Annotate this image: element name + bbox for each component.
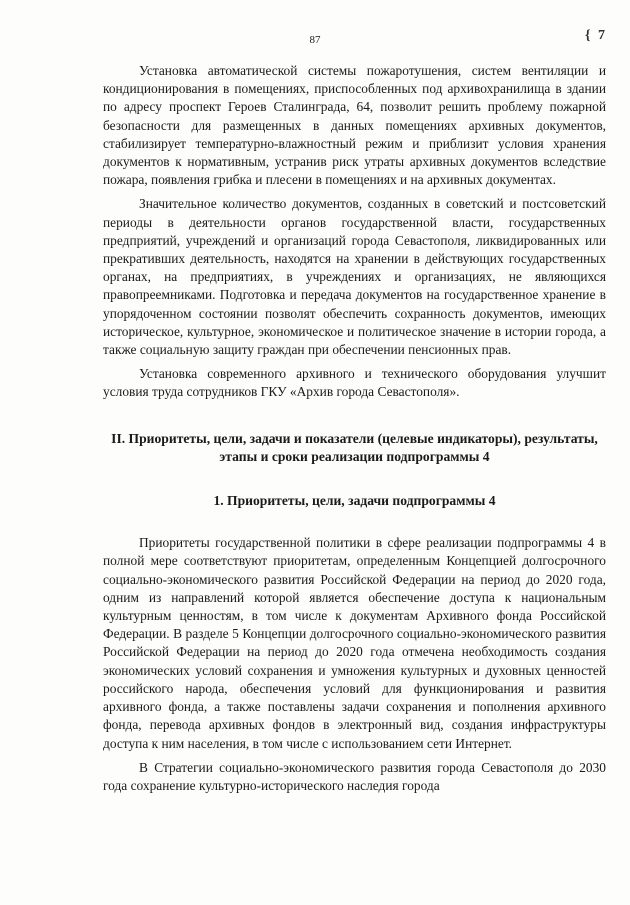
page-body <box>103 62 606 795</box>
paragraph-fire-safety: Установка автоматической системы пожаротушения, систем вентиляции и кондиционирования в помещениях, приспособленных под архивохранилища в здании по адресу проспект Героев Сталинграда, 64, позволит решить проблему пожарной безопасности для размещенных в данных помещениях архивных документов, стабилизирует температурно-влажностный режим и приблизит условия хранения документов к нормативным, устранив риск утраты архивных документов вследствие пожара, появления грибка и плесени в помещениях и на архивных документах. <box>103 63 606 188</box>
paragraph-equipment: Установка современного архивного и технического оборудования улучшит условия труда сотрудников ГКУ «Архив города Севастополя». <box>103 366 606 400</box>
handwritten-mark: { 7 <box>585 28 608 43</box>
paragraph-strategy: В Стратегии социально-экономического развития города Севастополя до 2030 года сохранение культурно-исторического наследия города <box>103 759 606 793</box>
section-heading: II. Приоритеты, цели, задачи и показатели (целевые индикаторы), результаты, этапы и сроки реализации подпрограммы 4 <box>111 430 598 464</box>
subsection-heading: 1. Приоритеты, цели, задачи подпрограммы 4 <box>213 493 496 509</box>
page-number: 87 <box>309 34 321 46</box>
paragraph-documents-storage: Значительное количество документов, созданных в советский и постсоветский периоды в деятельности органов государственной власти, государственных предприятий, учреждений и организаций города Севастополя, ликвидированных или прекративших деятельность, находятся на хранении в действующих государственных органах, на предприятиях, в учреждениях и организациях, не являющихся правопреемниками. Подготовка и передача документов на государственное хранение в упорядоченном состоянии позволят обеспечить сохранность документов, имеющих историческое, культурное, экономическое и политическое значение в истории города, а также социальную защиту граждан при обеспечении пенсионных прав. <box>103 196 606 358</box>
paragraph-priorities: Приоритеты государственной политики в сфере реализации подпрограммы 4 в полной мере соответствуют приоритетам, определенным Концепцией долгосрочного социально-экономического развития Российской Федерации на период до 2020 года, одним из направлений которой является обеспечение доступа к национальным культурным ценностям, в том числе к документам Архивного фонда Российской Федерации. В разделе 5 Концепции долгосрочного социально-экономического развития Российской Федерации на период до 2020 года отмечена необходимость создания экономических условий сохранения и умножения культурных и духовных ценностей российского народа, обеспечения условий для функционирования и развития архивного фонда, а также поставлены задачи сохранения и пополнения архивного фонда, перевода архивных фондов в электронный вид, создания инфраструктуры доступа к ним населения, в том числе с использованием сети Интернет. <box>103 535 606 751</box>
